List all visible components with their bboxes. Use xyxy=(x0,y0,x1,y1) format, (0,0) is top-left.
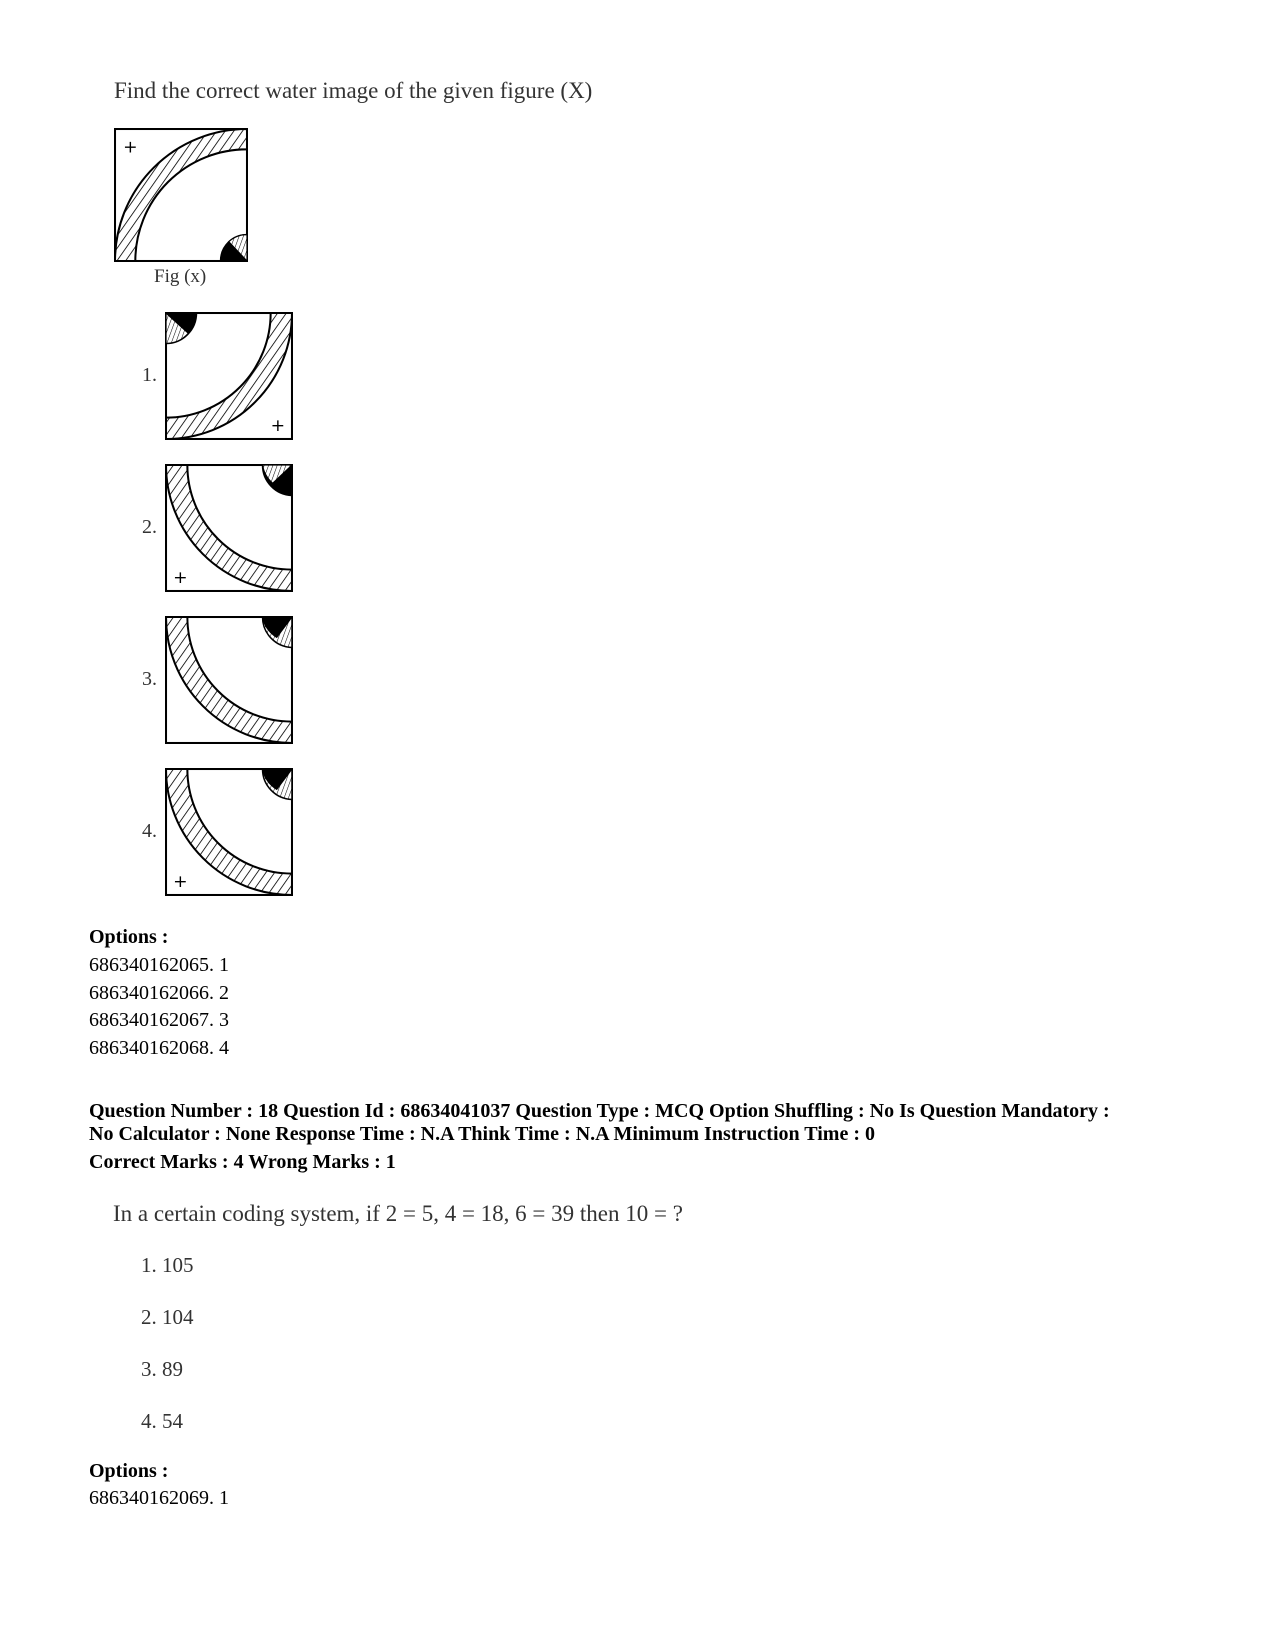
q17-option-3: 686340162067. 3 xyxy=(89,1009,229,1031)
figure-x xyxy=(114,128,248,262)
answer-figure-3 xyxy=(165,616,293,744)
answer-figure-1 xyxy=(165,312,293,440)
answer-figure-4-label: 4. xyxy=(142,820,157,842)
answer-figure-1-label: 1. xyxy=(142,364,157,386)
figure-x-plus: + xyxy=(123,137,138,158)
q18-choice-3: 3. 89 xyxy=(141,1357,183,1381)
q17-option-2: 686340162066. 2 xyxy=(89,982,229,1004)
figure-x-caption: Fig (x) xyxy=(154,266,207,287)
q18-options-heading: Options : xyxy=(89,1460,169,1482)
answer-figure-4-plus: + xyxy=(173,871,188,892)
q17-option-1: 686340162065. 1 xyxy=(89,954,229,976)
answer-figure-2-label: 2. xyxy=(142,516,157,538)
q18-choice-2: 2. 104 xyxy=(141,1305,194,1329)
answer-figure-3-label: 3. xyxy=(142,668,157,690)
q17-options-heading: Options : xyxy=(89,926,169,948)
q18-option-1: 686340162069. 1 xyxy=(89,1487,229,1509)
q18-meta-line-2: No Calculator : None Response Time : N.A Think Time : N.A Minimum Instruction Time : 0 xyxy=(89,1123,875,1145)
q17-option-4: 686340162068. 4 xyxy=(89,1037,229,1059)
q17-question: Find the correct water image of the given figure (X) xyxy=(114,78,593,103)
q18-marks: Correct Marks : 4 Wrong Marks : 1 xyxy=(89,1151,396,1173)
answer-figure-2 xyxy=(165,464,293,592)
answer-figure-1-plus: + xyxy=(270,415,286,436)
answer-figure-4 xyxy=(165,768,293,896)
q18-choice-4: 4. 54 xyxy=(141,1409,183,1433)
q18-question: In a certain coding system, if 2 = 5, 4 = 18, 6 = 39 then 10 = ? xyxy=(113,1201,683,1226)
answer-figure-2-plus: + xyxy=(173,567,188,588)
q18-meta-line-1: Question Number : 18 Question Id : 68634041037 Question Type : MCQ Option Shuffling : No Is Question Mandatory : xyxy=(89,1100,1110,1122)
q18-choice-1: 1. 105 xyxy=(141,1253,194,1277)
